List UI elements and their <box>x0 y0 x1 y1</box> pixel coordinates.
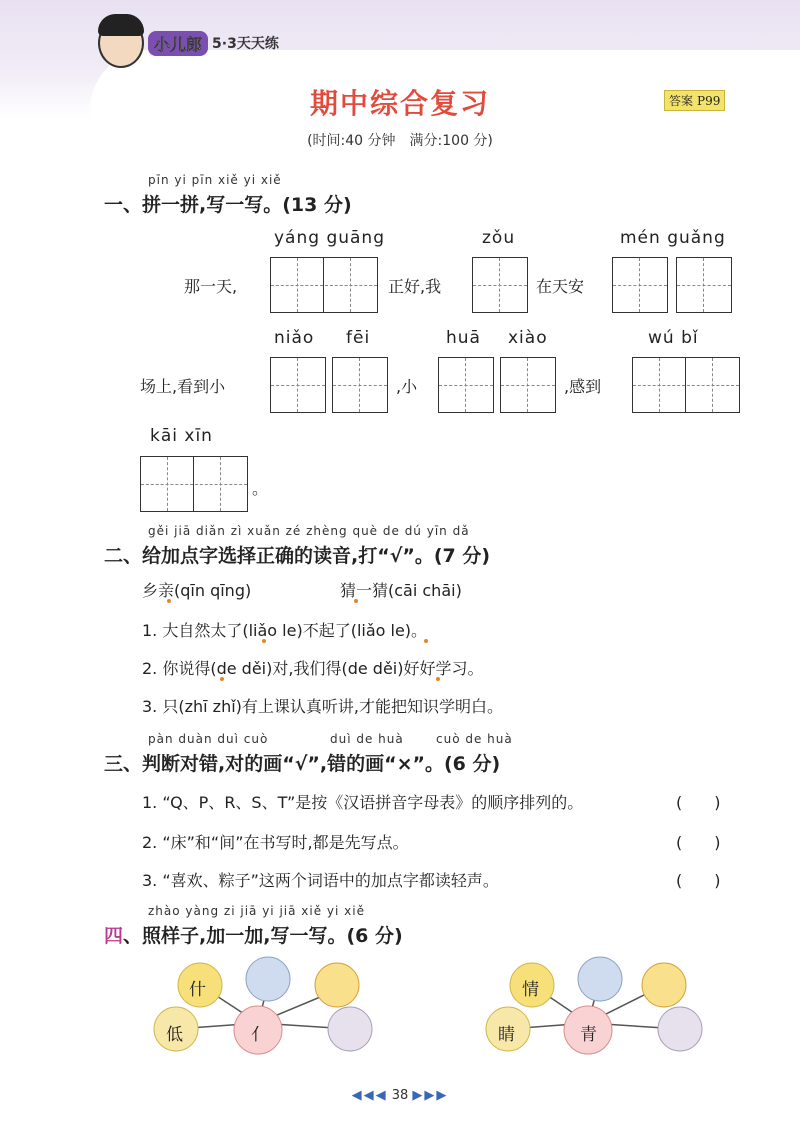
s1-r2-p2: fēi <box>346 328 371 348</box>
s3-line1: 1. “Q、P、R、S、T”是按《汉语拼音字母表》的顺序排列的。 <box>142 793 584 812</box>
answer-paren-1[interactable]: ( ) <box>676 793 721 812</box>
s1-r1-t2: 正好,我 <box>388 277 442 296</box>
s3-pinyin2: duì de huà <box>330 732 404 746</box>
s1-r1-p2: zǒu <box>482 228 516 248</box>
s1-r2-t1: 场上,看到小 <box>140 377 226 396</box>
write-box-r2-1[interactable] <box>270 357 326 413</box>
answer-paren-2[interactable]: ( ) <box>676 833 721 852</box>
answer-circle-right-2 <box>578 957 622 1001</box>
s1-r1-p1: yáng guāng <box>274 228 385 248</box>
right-top-char: 情 <box>522 980 539 1000</box>
left-side-char: 低 <box>166 1025 183 1045</box>
s2-line1: 1. 大自然太了(liǎo le)不起了(liǎo le)。 <box>142 621 428 640</box>
s1-r2-t2: ,小 <box>396 377 418 396</box>
answer-tag: 答案 P99 <box>664 90 725 111</box>
prev-arrows-icon: ◀◀◀ <box>351 1088 388 1103</box>
radical-diagram-left <box>140 955 410 1065</box>
s3-pinyin1: pàn duàn duì cuò <box>148 732 269 746</box>
s3-line2: 2. “床”和“间”在书写时,都是先写点。 <box>142 833 409 852</box>
s4-heading: 四、照样子,加一加,写一写。(6 分) <box>104 925 403 947</box>
write-box-r1-1[interactable] <box>270 257 378 313</box>
write-box-r1-4[interactable] <box>676 257 732 313</box>
brand-name: 小儿郎 <box>148 31 208 56</box>
s2-pinyin: gěi jiā diǎn zì xuǎn zé zhèng què de dú yīn dǎ <box>148 524 470 538</box>
brand-series: 5·3天天练 <box>212 36 279 52</box>
right-side-char: 睛 <box>498 1025 515 1045</box>
next-arrows-icon: ▶▶▶ <box>412 1088 449 1103</box>
write-box-r1-3[interactable] <box>612 257 668 313</box>
s2-heading: 二、给加点字选择正确的读音,打“√”。(7 分) <box>104 545 491 567</box>
s1-r3-p1: kāi xīn <box>150 426 213 446</box>
s1-heading: 一、拼一拼,写一写。(13 分) <box>104 194 352 216</box>
page-footer <box>0 1088 800 1103</box>
answer-circle-right-3 <box>642 963 686 1007</box>
s3-pinyin3: cuò de huà <box>436 732 513 746</box>
s1-pinyin: pīn yi pīn xiě yi xiě <box>148 173 282 187</box>
s1-r1-p3: mén guǎng <box>620 228 726 248</box>
s1-r2-p5: wú bǐ <box>648 328 699 348</box>
s1-r1-t1: 那一天, <box>184 277 238 296</box>
left-center-char: 亻 <box>251 1025 268 1045</box>
write-box-r1-2[interactable] <box>472 257 528 313</box>
s1-r3-t1: 。 <box>252 479 269 498</box>
s1-r2-t3: ,感到 <box>564 377 602 396</box>
brand <box>98 18 279 68</box>
right-center-char: 青 <box>580 1025 597 1045</box>
radical-diagram-right <box>480 955 730 1065</box>
answer-circle-left-2 <box>246 957 290 1001</box>
left-top-char: 什 <box>189 980 206 1000</box>
answer-circle-left-3 <box>315 963 359 1007</box>
s3-heading: 三、判断对错,对的画“√”,错的画“×”。(6 分) <box>104 753 501 775</box>
s3-line3: 3. “喜欢、粽子”这两个词语中的加点字都读轻声。 <box>142 871 499 890</box>
page-subtitle: (时间:40 分钟 满分:100 分) <box>307 133 493 149</box>
s1-r2-p1: niǎo <box>274 328 315 348</box>
page-title: 期中综合复习 <box>309 87 490 120</box>
s2-line2: 2. 你说得(de děi)对,我们得(de děi)好好学习。 <box>142 659 484 678</box>
mascot-icon <box>98 18 144 68</box>
write-box-r2-4[interactable] <box>500 357 556 413</box>
s2-line0a: 乡亲(qīn qīng) <box>142 581 252 600</box>
answer-paren-3[interactable]: ( ) <box>676 871 721 890</box>
s1-r1-t3: 在天安 <box>536 277 585 296</box>
answer-circle-right-5 <box>658 1007 702 1051</box>
page-number: 38 <box>391 1088 409 1103</box>
s1-r2-p3: huā <box>446 328 481 348</box>
write-box-r2-2[interactable] <box>332 357 388 413</box>
answer-circle-left-5 <box>328 1007 372 1051</box>
s2-line3: 3. 只(zhī zhǐ)有上课认真听讲,才能把知识学明白。 <box>142 697 503 716</box>
write-box-r2-3[interactable] <box>438 357 494 413</box>
write-box-r3-1[interactable] <box>140 456 248 512</box>
write-box-r2-5[interactable] <box>632 357 740 413</box>
s4-pinyin: zhào yàng zi jiā yi jiā xiě yi xiě <box>148 904 365 918</box>
s2-line0b: 猜一猜(cāi chāi) <box>340 581 462 600</box>
s1-r2-p4: xiào <box>508 328 548 348</box>
